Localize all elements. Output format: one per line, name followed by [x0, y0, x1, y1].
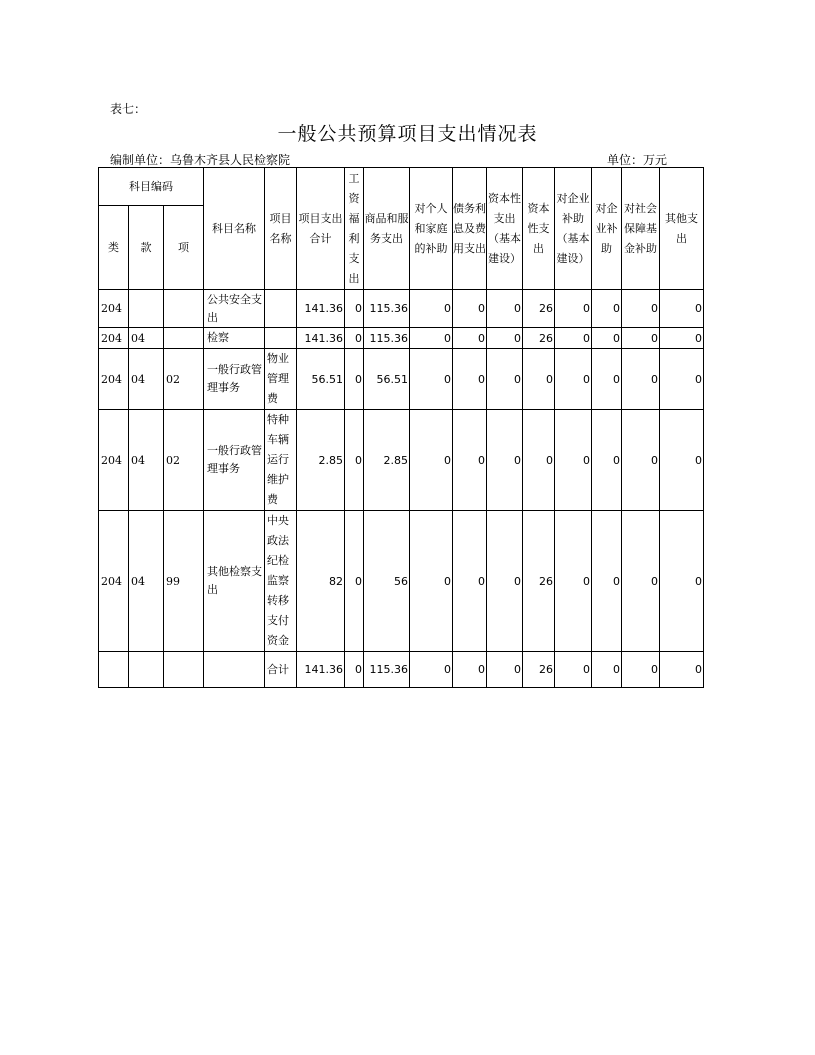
- row-debt-interest: 0: [453, 328, 487, 349]
- header-wages: 工资福利支出: [345, 168, 364, 290]
- row-project-total: 141.36: [297, 652, 345, 688]
- row-individual-household: 0: [410, 328, 453, 349]
- row-debt-interest: 0: [453, 410, 487, 511]
- row-capital: 0: [523, 349, 555, 410]
- row-project-total: 2.85: [297, 410, 345, 511]
- row-social-security: 0: [622, 511, 660, 652]
- row-other: 0: [660, 410, 704, 511]
- row-other: 0: [660, 511, 704, 652]
- header-code-group: 科目编码: [99, 168, 204, 206]
- row-project-name: 特种车辆运行维护费: [265, 410, 297, 511]
- header-enterprise-infra: 对企业补助（基本建设）: [555, 168, 592, 290]
- row-capital-infra: 0: [487, 290, 523, 328]
- currency-unit: 单位：万元: [607, 153, 668, 167]
- row-goods-services: 115.36: [364, 652, 410, 688]
- row-enterprise-infra: 0: [555, 410, 592, 511]
- row-project-name: [265, 290, 297, 328]
- row-kuan: [129, 652, 164, 688]
- row-enterprise-infra: 0: [555, 349, 592, 410]
- row-lei: 204: [99, 328, 129, 349]
- row-project-total: 141.36: [297, 290, 345, 328]
- row-kuan: 04: [129, 328, 164, 349]
- row-subject-name: 一般行政管理事务: [204, 410, 265, 511]
- row-wages: 0: [345, 290, 364, 328]
- row-project-name: 中央政法纪检监察转移支付资金: [265, 511, 297, 652]
- row-individual-household: 0: [410, 349, 453, 410]
- row-social-security: 0: [622, 328, 660, 349]
- header-project-total: 项目支出合计: [297, 168, 345, 290]
- row-subject-name: 检察: [204, 328, 265, 349]
- row-individual-household: 0: [410, 410, 453, 511]
- row-debt-interest: 0: [453, 652, 487, 688]
- row-goods-services: 56: [364, 511, 410, 652]
- row-wages: 0: [345, 349, 364, 410]
- row-xiang: 02: [164, 349, 204, 410]
- row-capital: 0: [523, 410, 555, 511]
- row-wages: 0: [345, 410, 364, 511]
- row-wages: 0: [345, 328, 364, 349]
- row-enterprise: 0: [592, 328, 622, 349]
- header-subject-name: 科目名称: [204, 168, 265, 290]
- row-individual-household: 0: [410, 652, 453, 688]
- row-kuan: 04: [129, 511, 164, 652]
- row-social-security: 0: [622, 652, 660, 688]
- compiling-unit: 编制单位：乌鲁木齐县人民检察院: [110, 153, 291, 167]
- row-debt-interest: 0: [453, 349, 487, 410]
- row-xiang: 02: [164, 410, 204, 511]
- row-subject-name: 其他检察支出: [204, 511, 265, 652]
- header-individual-household: 对个人和家庭的补助: [410, 168, 453, 290]
- header-social-security: 对社会保障基金补助: [622, 168, 660, 290]
- header-capital: 资本性支出: [523, 168, 555, 290]
- row-xiang: [164, 328, 204, 349]
- row-capital-infra: 0: [487, 410, 523, 511]
- row-kuan: 04: [129, 410, 164, 511]
- row-capital-infra: 0: [487, 349, 523, 410]
- header-enterprise: 对企业补助: [592, 168, 622, 290]
- row-capital-infra: 0: [487, 328, 523, 349]
- row-enterprise: 0: [592, 349, 622, 410]
- row-capital-infra: 0: [487, 511, 523, 652]
- project-expenditure-table: [98, 167, 704, 688]
- row-goods-services: 56.51: [364, 349, 410, 410]
- row-capital: 26: [523, 511, 555, 652]
- row-other: 0: [660, 349, 704, 410]
- row-goods-services: 115.36: [364, 328, 410, 349]
- row-social-security: 0: [622, 290, 660, 328]
- row-debt-interest: 0: [453, 511, 487, 652]
- row-capital: 26: [523, 290, 555, 328]
- row-enterprise: 0: [592, 511, 622, 652]
- header-kuan: 款: [129, 206, 164, 290]
- row-wages: 0: [345, 652, 364, 688]
- row-subject-name: 一般行政管理事务: [204, 349, 265, 410]
- row-individual-household: 0: [410, 290, 453, 328]
- header-lei: 类: [99, 206, 129, 290]
- row-goods-services: 2.85: [364, 410, 410, 511]
- row-capital: 26: [523, 328, 555, 349]
- row-project-name: 物业管理费: [265, 349, 297, 410]
- row-enterprise: 0: [592, 652, 622, 688]
- header-debt-interest: 债务利息及费用支出: [453, 168, 487, 290]
- row-xiang: [164, 290, 204, 328]
- header-other: 其他支出: [660, 168, 704, 290]
- row-capital: 26: [523, 652, 555, 688]
- row-other: 0: [660, 652, 704, 688]
- header-project-name: 项目名称: [265, 168, 297, 290]
- row-subject-name: 公共安全支出: [204, 290, 265, 328]
- row-project-total: 56.51: [297, 349, 345, 410]
- row-project-name: 合计: [265, 652, 297, 688]
- row-wages: 0: [345, 511, 364, 652]
- row-project-total: 82: [297, 511, 345, 652]
- table-row: [99, 511, 704, 652]
- row-kuan: 04: [129, 349, 164, 410]
- row-social-security: 0: [622, 349, 660, 410]
- row-goods-services: 115.36: [364, 290, 410, 328]
- row-enterprise-infra: 0: [555, 652, 592, 688]
- table-row: [99, 328, 704, 349]
- row-subject-name: [204, 652, 265, 688]
- row-xiang: [164, 652, 204, 688]
- table-row: [99, 410, 704, 511]
- row-social-security: 0: [622, 410, 660, 511]
- document-title: 一般公共预算项目支出情况表: [277, 123, 538, 145]
- row-other: 0: [660, 328, 704, 349]
- table-row: [99, 290, 704, 328]
- row-debt-interest: 0: [453, 290, 487, 328]
- header-xiang: 项: [164, 206, 204, 290]
- row-enterprise-infra: 0: [555, 328, 592, 349]
- row-xiang: 99: [164, 511, 204, 652]
- row-project-total: 141.36: [297, 328, 345, 349]
- row-enterprise: 0: [592, 410, 622, 511]
- row-other: 0: [660, 290, 704, 328]
- row-lei: 204: [99, 290, 129, 328]
- table-row: [99, 652, 704, 688]
- table-number-label: 表七：: [110, 102, 147, 116]
- table-row: [99, 349, 704, 410]
- row-enterprise-infra: 0: [555, 511, 592, 652]
- row-lei: 204: [99, 410, 129, 511]
- row-individual-household: 0: [410, 511, 453, 652]
- row-lei: [99, 652, 129, 688]
- row-project-name: [265, 328, 297, 349]
- row-enterprise-infra: 0: [555, 290, 592, 328]
- row-enterprise: 0: [592, 290, 622, 328]
- row-capital-infra: 0: [487, 652, 523, 688]
- table-body: [99, 290, 704, 688]
- header-goods-services: 商品和服务支出: [364, 168, 410, 290]
- header-capital-infra: 资本性支出（基本建设）: [487, 168, 523, 290]
- row-lei: 204: [99, 349, 129, 410]
- row-lei: 204: [99, 511, 129, 652]
- row-kuan: [129, 290, 164, 328]
